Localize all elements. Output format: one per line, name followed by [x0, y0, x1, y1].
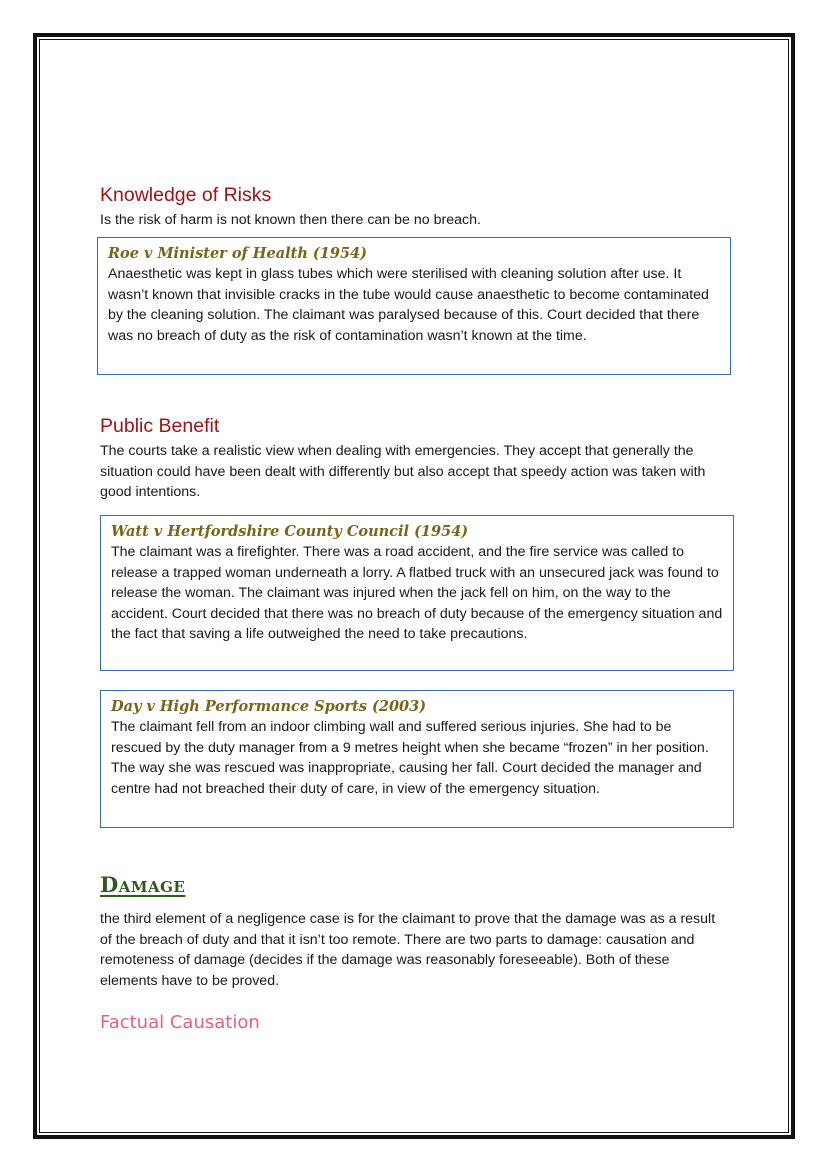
damage-body: the third element of a negligence case is for the claimant to prove that the damage was as a result of the breach of duty and that it isn’t too remote. There are two parts to damage: causation and remoteness of damage (decides if the damage was reasonably foreseeable). Both of these elements have to be proved.	[100, 911, 716, 989]
case-title: Day v High Performance Sports (2003)	[111, 698, 427, 715]
public-benefit-intro: The courts take a realistic view when dealing with emergencies. They accept that generally the situation could have been dealt with differently but also accept that speedy action was taken with good intentions.	[100, 443, 706, 500]
factual-causation-heading: Factual Causation	[100, 1012, 260, 1033]
knowledge-of-risks-intro: Is the risk of harm is not known then there can be no breach.	[100, 212, 481, 228]
public-benefit-heading: Public Benefit	[100, 415, 220, 437]
case-box-day	[100, 690, 734, 828]
case-box-watt	[100, 515, 734, 671]
case-title: Watt v Hertfordshire County Council (1954)	[111, 523, 469, 540]
case-body: Anaesthetic was kept in glass tubes which were sterilised with cleaning solution after use. It wasn’t known that invisible cracks in the tube would cause anaesthetic to become contaminated by the cleaning solution. The claimant was paralysed because of this. Court decided that there was no breach of duty as the risk of contamination wasn’t known at the time.	[108, 266, 709, 344]
case-title: Roe v Minister of Health (1954)	[108, 245, 368, 262]
damage-heading: Damage	[100, 872, 186, 897]
knowledge-of-risks-heading: Knowledge of Risks	[100, 184, 272, 206]
case-body: The claimant fell from an indoor climbing wall and suffered serious injuries. She had to be rescued by the duty manager from a 9 metres height when she became “frozen” in her position. The way she was rescued was inappropriate, causing her fall. Court decided the manager and centre had not breached their duty of care, in view of the emergency situation.	[111, 719, 709, 797]
case-body: The claimant was a firefighter. There was a road accident, and the fire service was called to release a trapped woman underneath a lorry. A flatbed truck with an unsecured jack was found to release the woman. The claimant was injured when the jack fell on him, on the way to the accident. Court decided that there was no breach of duty because of the emergency situation and the fact that saving a life outweighed the need to take precautions.	[111, 544, 723, 642]
case-box-roe	[97, 237, 731, 375]
